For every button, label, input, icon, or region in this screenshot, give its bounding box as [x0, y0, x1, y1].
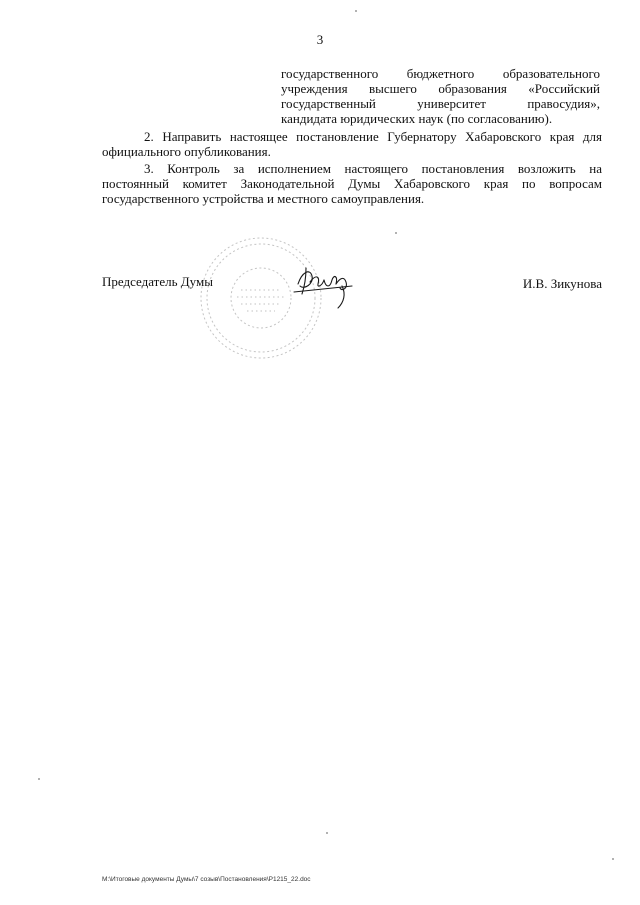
- paragraph-line: официального опубликования.: [102, 144, 271, 159]
- scan-speck: [38, 778, 40, 780]
- page-number: 3: [316, 32, 324, 47]
- scan-speck: [612, 858, 614, 860]
- paragraph-line: 3. Контроль за исполнением настоящего постановления возложить на: [144, 161, 602, 176]
- member-description-line: государственного бюджетного образовательного: [281, 66, 600, 81]
- member-description: [281, 66, 600, 126]
- paragraph-line: государственного устройства и местного самоуправления.: [102, 191, 425, 206]
- scan-speck: [395, 232, 397, 234]
- member-description-line: государственный университет правосудия»,: [281, 96, 600, 111]
- paragraph-publication: [102, 129, 602, 159]
- member-description-line: учреждения высшего образования «Российский: [281, 81, 600, 96]
- paragraph-line: постоянный комитет Законодательной Думы Хабаровского края по вопросам: [102, 176, 602, 191]
- file-path-footer: M:\Итоговые документы Думы\7 созыв\Постановления\P1215_22.doc: [102, 876, 311, 883]
- paragraph-control: [102, 161, 602, 206]
- handwritten-signature: [292, 262, 358, 312]
- signatory-title: Председатель Думы: [102, 274, 213, 289]
- signatory-name: И.В. Зикунова: [522, 276, 602, 291]
- member-description-line: кандидата юридических наук (по согласованию).: [281, 111, 553, 126]
- scan-speck: [326, 832, 328, 834]
- paragraph-line: 2. Направить настоящее постановление Губернатору Хабаровского края для: [144, 129, 602, 144]
- scan-speck: [355, 10, 357, 12]
